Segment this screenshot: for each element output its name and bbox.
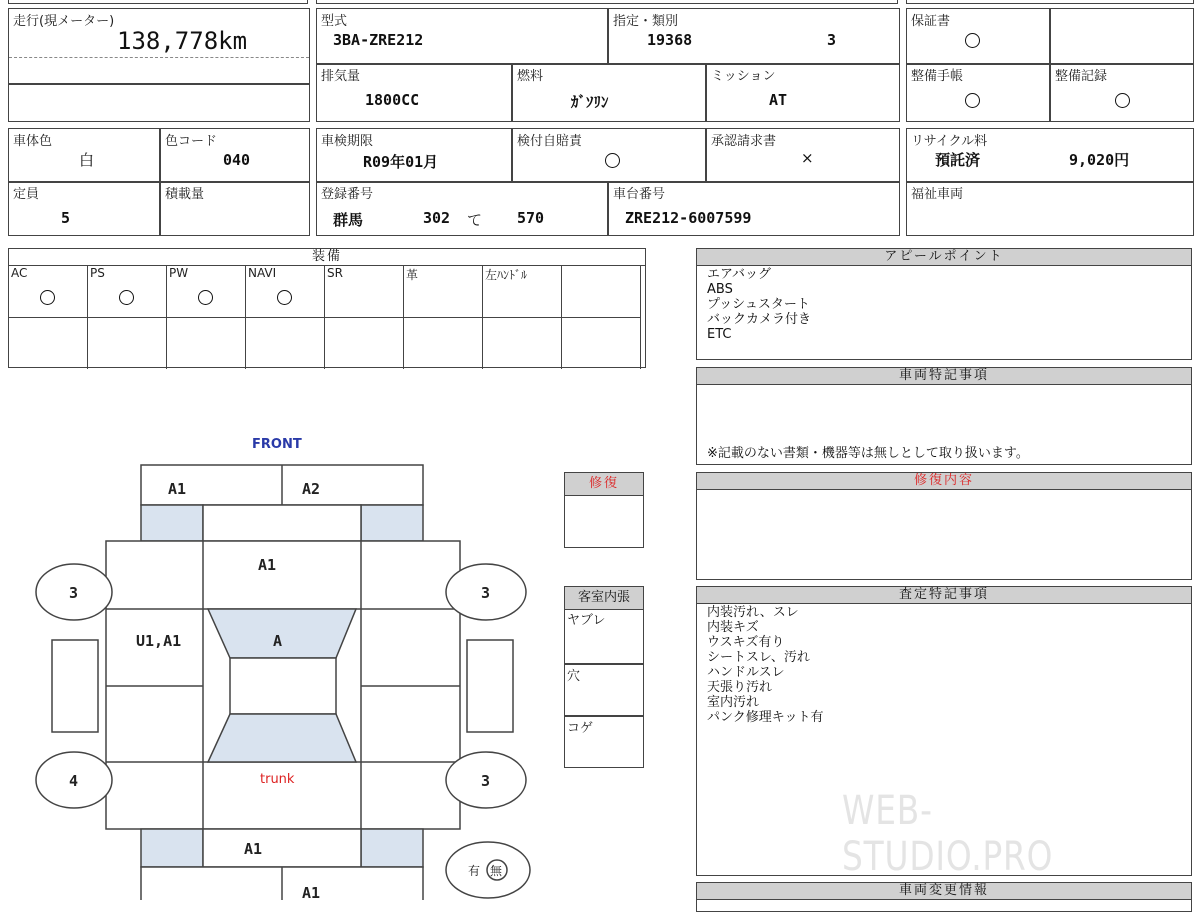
registration-label: 登録番号 (321, 187, 374, 202)
vehicle-notes-footer: ※記載のない書類・機器等は無しとして取り扱います。 (707, 446, 1029, 461)
tire-rear-right: 3 (481, 772, 491, 790)
appeal-box (696, 248, 1192, 360)
maintenance-record-mark (1115, 93, 1130, 108)
repair-content-title: 修復内容 (697, 473, 1191, 490)
rear-upper-mark: A1 (244, 840, 263, 858)
spare-no-label: 無 (490, 864, 503, 878)
interior-title: 客室内張 (565, 587, 643, 610)
capacity-label: 定員 (13, 187, 40, 202)
insurance-mark (605, 153, 620, 168)
recycle-status: 預託済 (935, 151, 981, 169)
registration-region: 群馬 (333, 211, 364, 229)
load-label: 積載量 (165, 187, 205, 202)
model-value: 3BA-ZRE212 (333, 31, 424, 49)
docs-divider (1049, 9, 1051, 121)
equipment-cell (562, 265, 641, 317)
warranty-mark (965, 33, 980, 48)
capacity-value: 5 (61, 209, 71, 227)
chassis-value: ZRE212-6007599 (625, 209, 752, 227)
mileage-value: 138,778km (117, 27, 248, 55)
chassis-label: 車台番号 (613, 187, 666, 202)
color-code-value: 040 (223, 151, 251, 169)
left-door-mark: U1,A1 (136, 632, 182, 650)
vehicle-notes-title: 車両特記事項 (697, 368, 1191, 385)
mileage-label: 走行(現メーター) (13, 14, 115, 29)
equipment-title: 装備 (9, 249, 645, 266)
vehicle-notes-box (696, 367, 1192, 465)
watermark: WEB-STUDIO.PRO (842, 788, 1054, 880)
car-diagram (0, 0, 560, 900)
equipment-label: AC (11, 266, 28, 280)
recycle-amount: 9,020円 (1069, 151, 1130, 169)
interior-row-burn: コゲ (567, 721, 594, 736)
body-color-label: 車体色 (13, 134, 53, 149)
maintenance-record-label: 整備記録 (1055, 69, 1108, 84)
model-divider (607, 9, 609, 63)
transmission-label: ミッション (711, 69, 776, 84)
interior-row-hole: 穴 (567, 669, 581, 684)
equipment-label: PW (169, 266, 189, 280)
designation-category: 3 (827, 31, 837, 49)
displacement-value: 1800CC (365, 91, 420, 109)
top-strip-right (906, 0, 1194, 4)
recycle-label: リサイクル料 (911, 134, 988, 149)
insurance-label: 検付自賠責 (517, 134, 583, 149)
spare-yes-label: 有 (468, 864, 481, 878)
change-info-box (696, 882, 1192, 912)
appeal-lines: エアバッグ ABS プッシュスタート バックカメラ付き ETC (707, 267, 812, 342)
appeal-title: アピールポイント (697, 249, 1191, 266)
docs-box (906, 8, 1194, 122)
tire-rear-left: 4 (69, 772, 79, 790)
fuel-label: 燃料 (517, 69, 544, 84)
warranty-label: 保証書 (911, 14, 951, 29)
change-info-title: 車両変更情報 (697, 883, 1191, 900)
hood-mark: A1 (258, 556, 277, 574)
trunk-label: trunk (260, 772, 295, 787)
registration-kana: て (467, 211, 483, 229)
front-label: FRONT (252, 437, 302, 452)
tire-front-left: 3 (69, 584, 79, 602)
approval-label: 承認請求書 (711, 134, 777, 149)
equipment-label: 左ﾊﾝﾄﾞﾙ (485, 268, 528, 282)
front-left-mark: A1 (168, 480, 187, 498)
body-color-value: 白 (79, 151, 95, 169)
equipment-label: PS (90, 266, 105, 280)
roof-mark: A (273, 632, 283, 650)
assessment-lines: 内装汚れ、スレ 内装キズ ウスキズ有り シートスレ、汚れ ハンドルスレ 天張り汚れ 室内汚れ パンク修理キット有 (707, 605, 824, 725)
inspection-label: 車検期限 (321, 134, 374, 149)
displacement-label: 排気量 (321, 69, 361, 84)
equipment-cell-empty (562, 317, 641, 369)
transmission-value: AT (769, 91, 788, 109)
front-right-mark: A2 (302, 480, 321, 498)
repair-box (564, 472, 644, 548)
repair-content-box (696, 472, 1192, 580)
repair-box-title: 修復 (565, 473, 643, 496)
registration-number: 570 (517, 209, 545, 227)
equipment-label: NAVI (248, 266, 277, 280)
recycle-box (906, 128, 1194, 236)
equipment-label: SR (327, 266, 343, 280)
assessment-title: 査定特記事項 (697, 587, 1191, 604)
designation-label: 指定・類別 (613, 14, 679, 29)
fuel-value: ｶﾞｿﾘﾝ (571, 93, 609, 111)
welfare-label: 福祉車両 (911, 187, 964, 202)
maintenance-book-mark (965, 93, 980, 108)
approval-mark: × (801, 149, 814, 167)
color-code-label: 色コード (165, 134, 218, 149)
approval-divider (705, 129, 707, 181)
rear-lower-mark: A1 (302, 884, 321, 902)
model-label: 型式 (321, 14, 348, 29)
registration-class: 302 (423, 209, 451, 227)
inspection-value: R09年01月 (363, 153, 439, 171)
designation-number: 19368 (647, 31, 693, 49)
chassis-divider (607, 181, 609, 235)
maintenance-book-label: 整備手帳 (911, 69, 964, 84)
tire-front-right: 3 (481, 584, 491, 602)
equipment-label: 革 (406, 268, 419, 282)
interior-row-tear: ヤブレ (567, 613, 606, 628)
transmission-divider (705, 63, 707, 121)
interior-box (564, 586, 644, 768)
